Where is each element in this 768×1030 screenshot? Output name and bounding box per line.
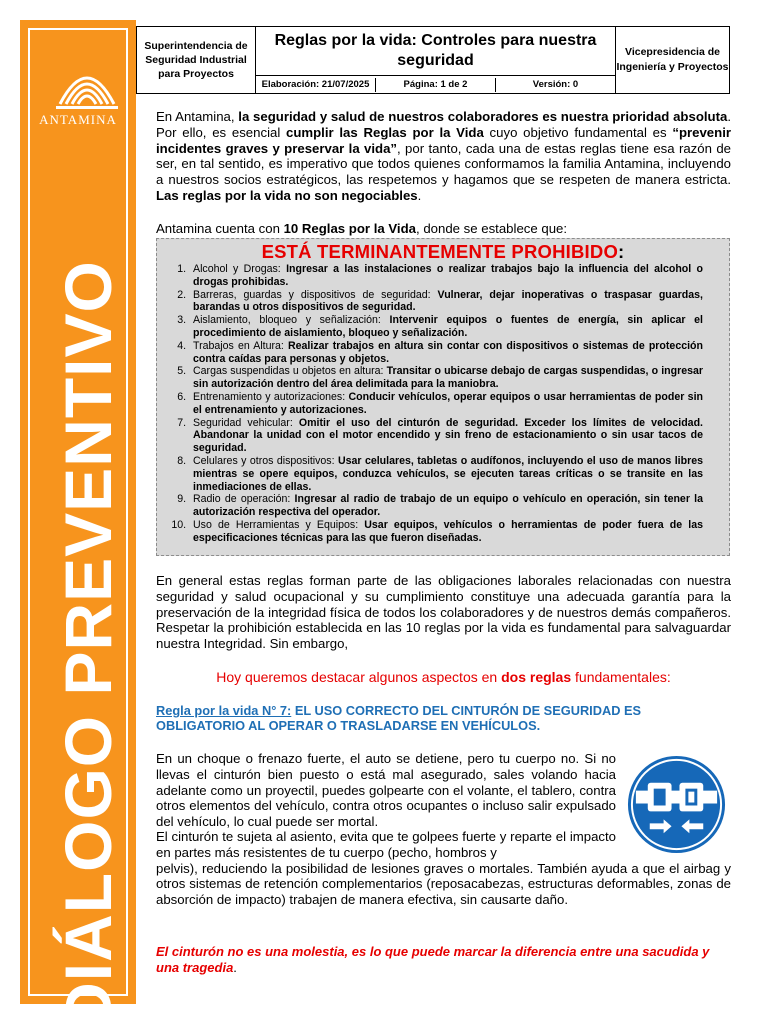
rule-7-heading: Regla por la vida N° 7: EL USO CORRECTO DEL CINTURÓN DE SEGURIDAD ES OBLIGATORIO AL OPERAR O TRASLADARSE EN VEHÍCULOS. [156,703,642,733]
prohibited-box [156,238,730,556]
elaboration-date: Elaboración: 21/07/2025 [261,78,370,90]
vertical-title: DIÁLOGO PREVENTIVO [51,260,125,1030]
intro-paragraph: En Antamina, la seguridad y salud de nuestros colaboradores es nuestra prioridad absoluta. Por ello, es esencial cumplir las Reglas por la Vida cuyo objetivo fundamental es “prevenir incidentes graves y preservar la vida”, por tanto, cada una de estas reglas tiene esa razón de ser, en tal sentido, es imperativo que todos quienes conformamos la familia Antamina, incluyendo a nuestros socios estratégicos, las respetemos y hagamos que se respeten de manera estricta. Las reglas por la vida no son negociables. [156,109,731,203]
rules-list [157,263,729,545]
belt-paragraph-wide: pelvis), reduciendo la posibilidad de lesiones graves o mortales. También ayuda a que el airbag y otros sistemas de retención complementarios (reposacabezas, estructuras deformables, zonas de absorción de impacto) trabajen de manera efectiva, sin causarte daño. [156,860,731,908]
header-meta [256,76,616,94]
general-paragraph: En general estas reglas forman parte de las obligaciones laborales relacionadas con nuestra seguridad y salud ocupacional y su cumplimiento constituye una adecuada garantía para la preservación de la integridad física de todos los colaboradores y de nuestros demás compañeros. Respetar la prohibición establecida en las 10 reglas por la vida es fundamental para salvaguardar nuestra Integridad. Sin embargo, [156,573,731,652]
page-number: Página: 1 de 2 [375,78,495,92]
highlight-line: Hoy queremos destacar algunos aspectos en dos reglas fundamentales: [216,669,671,685]
prohibited-title: ESTÁ TERMINANTEMENTE PROHIBIDO: [261,241,625,262]
rules-count-line: Antamina cuenta con 10 Reglas por la Vida, donde se establece que: [156,221,568,236]
logo-text: ANTAMINA [39,112,117,127]
rule-item: 6. Entrenamiento y autorizaciones: Conducir vehículos, operar equipos o usar herramientas de poder sin el entrenamiento y autorizaciones. [189,391,703,417]
header-vicepresidency: Vicepresidencia de Ingeniería y Proyectos [616,27,730,94]
closing-statement: El cinturón no es una molestia, es lo que puede marcar la diferencia entre una sacudida y una tragedia. [156,944,710,975]
crash-paragraph: En un choque o frenazo fuerte, el auto se detiene, pero tu cuerpo no. Si no llevas el cinturón bien puesto o está mal asegurado, sales volando hacia adelante como un proyectil, puedes golpearte con el volante, el tablero, contra otros elementos del vehículo, contra otros ocupantes o incluso salir expulsado del vehículo, lo cual puede ser mortal. [156,751,616,830]
belt-paragraph [156,829,731,908]
rule-item: 9. Radio de operación: Ingresar al radio de trabajo de un equipo o vehículo en operación, sin tener la autorización respectiva del operador. [189,493,703,519]
rule-item: 4. Trabajos en Altura: Realizar trabajos en altura sin contar con dispositivos o sistemas de protección contra caídas para personas y objetos. [189,340,703,366]
belt-paragraph-narrow: El cinturón te sujeta al asiento, evita que te golpees fuerte y reparte el impacto en partes más resistentes de tu cuerpo (pecho, hombros y [156,829,616,860]
side-band-frame [28,28,128,1030]
rule-item: 8. Celulares y otros dispositivos: Usar celulares, tabletas o audífonos, incluyendo el uso de manos libres mientras se opere equipos, conduzca vehículos, se ejecuten tareas críticas o se transite en las inmediaciones de ellas. [189,455,703,493]
rule-item: 5. Cargas suspendidas u objetos en altura: Transitar o ubicarse debajo de cargas suspendidas, o ingresar sin autorización dentro del área delimitada para la maniobra. [189,365,703,391]
rule-item: 3. Aislamiento, bloqueo y señalización: Intervenir equipos o fuentes de energía, sin aplicar el procedimiento de aislamiento, bloqueo y señalización. [189,314,703,340]
document-title: Reglas por la vida: Controles para nuestra seguridad [256,27,616,76]
rule-item: 1. Alcohol y Drogas: Ingresar a las instalaciones o realizar trabajos bajo la influencia del alcohol o drogas prohibidas. [189,263,703,289]
rule-item: 10. Uso de Herramientas y Equipos: Usar equipos, vehículos o herramientas de poder fuera de las especificaciones técnicas para las que fueron diseñadas. [189,519,703,545]
side-band [20,20,136,1030]
header-department: Superintendencia de Seguridad Industrial para Proyectos [137,27,256,94]
rule-item: 7. Seguridad vehicular: Omitir el uso del cinturón de seguridad. Exceder los límites de velocidad. Abandonar la unidad con el motor encendido y sin freno de estacionamiento o sin usar tacos de seguridad. [189,417,703,455]
document-header [136,26,730,94]
rule-item: 2. Barreras, guardas y dispositivos de seguridad: Vulnerar, dejar inoperativas o traspasar guardas, barandas u otros dispositivos de seguridad. [189,289,703,315]
version: Versión: 0 [495,78,615,92]
